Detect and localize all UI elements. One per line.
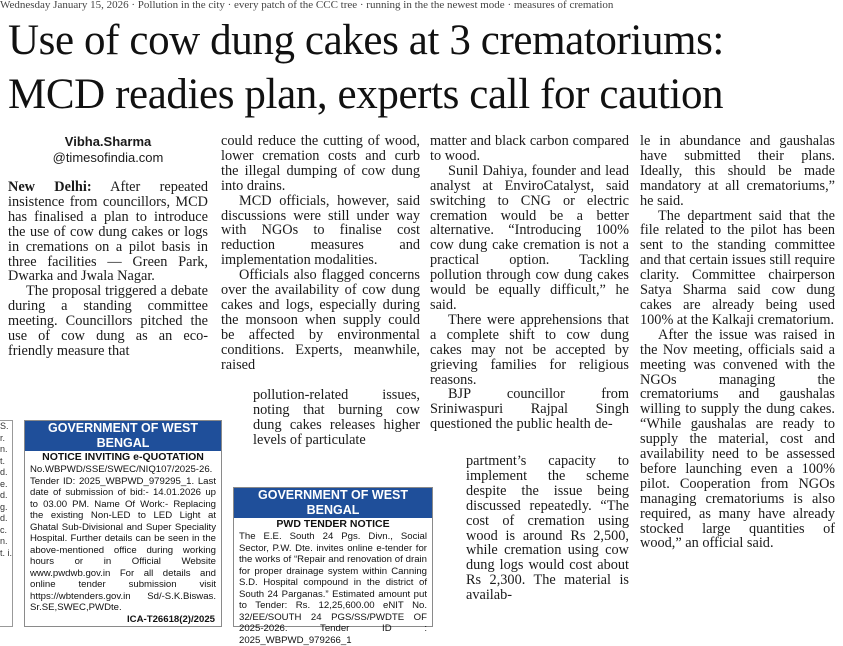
ad-body: No.WBPWD/SSE/SWEC/NIQ107/2025-26. Tender ID: 2025_WBPWD_979295_1. Last date of submission of bid:- 14.01.2026 up to 03.00 PM. Name Of Work:- Replacing the existing Non-LED to LED Light at Ghatal Sub-Divisional and Super Speciality Hospital. Further details can be seen in the above-mentioned office during working hours or in Official Website www.pwdwb.gov.in For all details and online tender submission visit https://wbtenders.gov.in Sd/-S.K.Biswas. Sr.SE,SWEC,PWDte.: [30, 464, 216, 613]
article-paragraph: After the issue was raised in the Nov meeting, officials said a meeting was convened with the NGOs managing the crematoriums and gaushalas willing to supply the dung cakes. “While gaushalas are ready to supply the material, cost and availability need to be assessed before launching even a 100% pilot. Cooperation from NGOs managing crematoriums is also required, as many have already stocked large quantities of wood,” an official said.: [640, 326, 835, 552]
article-column-3-wrap: [466, 454, 629, 603]
byline: [8, 134, 208, 166]
article-paragraph: pollution-related issues, noting that burning cow dung cakes releases higher levels of particulate: [253, 387, 420, 448]
article-paragraph: The proposal triggered a debate during a standing committee meeting. Councillors pitched the use of cow dung as an eco-friendly measure that: [8, 283, 208, 359]
article-paragraph: New Delhi: After repeated insistence from councillors, MCD has finalised a plan to introduce the use of cow dung cakes or logs in cremations on a pilot basis in three facilities — Green Park, Dwarka and Jwala Nagar.: [8, 179, 208, 285]
article-paragraph: Sunil Dahiya, founder and lead analyst at EnviroCatalyst, said switching to CNG or electric cremation would be a better alternative. “Introducing 100% cow dung cake cremation is not a practical option. Tackling pollution through cow dung cakes would be equally difficult,” he said.: [430, 162, 629, 313]
ad-subheader: NOTICE INVITING e-QUOTATION: [42, 451, 204, 463]
ad-reference: ICA-T26618(2)/2025: [127, 613, 215, 625]
headline: [8, 14, 838, 122]
article-column-2: [221, 134, 420, 373]
pwd-tender-ad: [233, 487, 433, 646]
article-paragraph: le in abundance and gaushalas have submitted their plans. Ideally, this should be made mandatory at all crematoriums,” he said.: [640, 133, 835, 209]
ad-body: The E.E. South 24 Pgs. Divn., Social Sector, P.W. Dte. invites online e-tender for the works of “Repair and renovation of drain for proper drainage system within Canning S.D. Hospital compound in the district of South 24 Parganas.” Estimated amount put to Tender: Rs. 12,25,600.00 eNIT No. 32/EE/SOUTH 24 PGS/SS/PWDTE OF 2025-2026. Tender ID : 2025_WBPWD_979266_1: [239, 531, 427, 646]
article-column-1: [8, 180, 208, 359]
ad-header: GOVERNMENT OF WEST BENGAL: [234, 488, 432, 518]
tender-notice-ad: [24, 420, 222, 627]
ad-header: GOVERNMENT OF WEST BENGAL: [25, 421, 221, 451]
article-paragraph: BJP councillor from Sriniwaspuri Rajpal Singh questioned the public health de-: [430, 386, 629, 433]
headline-line-1: Use of cow dung cakes at 3 crematoriums:: [8, 17, 724, 64]
article-column-2-wrap: [253, 388, 420, 448]
article-paragraph: MCD officials, however, said discussions were still under way with NGOs to finalise cost reduction measures and implementation modalities.: [221, 192, 420, 269]
article-paragraph: partment’s capacity to implement the scheme despite the issue being discussed repeatedly. “The cost of cremation using wood is around Rs 2,500, while cremation using cow dung logs would cost about Rs 2,300. The material is availab-: [466, 453, 629, 604]
adjacent-ad-sliver: S. r. n. t. d. e. d. g. d. c. n. t. i.: [0, 420, 13, 627]
headline-line-2: MCD readies plan, experts call for caution: [8, 71, 724, 118]
article-column-3: [430, 134, 629, 432]
article-paragraph: could reduce the cutting of wood, lower cremation costs and curb the illegal dumping of cow dung into drains.: [221, 133, 420, 194]
article-paragraph: Officials also flagged concerns over the availability of cow dung cakes and logs, especially during the monsoon when supply could be affected by environmental conditions. Experts, meanwhile, raised: [221, 267, 420, 373]
previous-section-strip: Wednesday January 15, 2026 · Pollution in the city · every patch of the CCC tree · running in the the newest mode · measures of cremation: [0, 0, 614, 11]
author-name: Vibha.Sharma: [64, 134, 152, 149]
author-handle: @timesofindia.com: [52, 150, 164, 165]
dateline: New Delhi:: [8, 179, 92, 195]
article-column-4: [640, 134, 835, 551]
article-paragraph: The department said that the file related to the pilot has been sent to the standing committee and that certain issues still require clarity. Committee chairperson Satya Sharma said cow dung cakes are already being used 100% at the Kalkaji crematorium.: [640, 207, 835, 328]
ad-subheader: PWD TENDER NOTICE: [276, 518, 390, 530]
article-paragraph: There were apprehensions that a complete shift to cow dung cakes may not be accepted by grieving families for religious reasons.: [430, 311, 629, 388]
article-paragraph: matter and black carbon compared to wood.: [430, 133, 629, 164]
